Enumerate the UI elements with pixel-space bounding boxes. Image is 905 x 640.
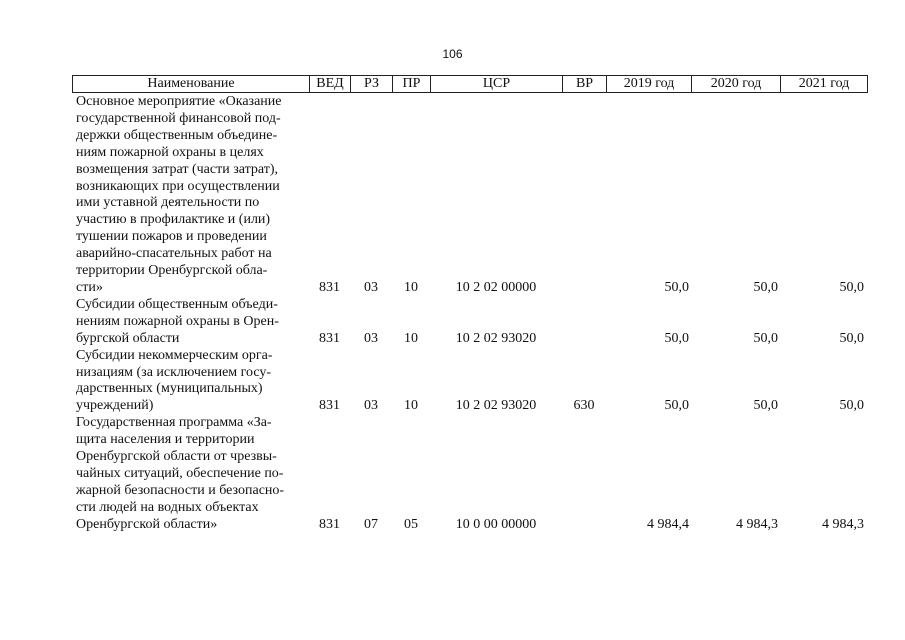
row-2019: 50,0 [664,279,689,295]
header-2021: 2021 год [798,76,850,91]
row-ved: 831 [319,330,340,346]
row-csr: 10 2 02 93020 [455,398,537,414]
table-row [72,94,868,297]
row-csr: 10 0 00 00000 [455,516,537,532]
table-header [72,75,868,93]
row-2020: 4 984,3 [736,516,778,532]
row-2020: 50,0 [753,398,778,414]
row-pr: 10 [404,330,418,346]
header-name: Наименование [73,76,310,92]
row-rz: 03 [364,330,378,346]
table-row [72,415,868,533]
row-name: Государственная программа «За- щита населения и территории Оренбургской области от чрезвы- чайных ситуаций, обеспечение по- жарной безопасности и безопасно- сти людей на водных объектах Оренбургской области» [76,415,285,532]
row-ved: 831 [319,398,340,414]
row-name: Субсидии общественным объеди- нениям пожарной охраны в Орен- бургской области [76,296,279,346]
row-rz: 03 [364,279,378,295]
row-pr: 10 [404,398,418,414]
row-name: Субсидии некоммерческим орга- низациям (за исключением госу- дарственных (муниципальных) учреждений) [76,347,273,414]
header-ved: ВЕД [310,76,351,92]
header-csr: ЦСР [431,76,563,92]
row-ved: 831 [319,279,340,295]
header-2020: 2020 год [692,76,781,92]
row-vr: 630 [573,398,595,414]
table-body [72,94,868,534]
row-2021: 50,0 [839,330,864,346]
row-2020: 50,0 [753,330,778,346]
row-rz: 03 [364,398,378,414]
header-rz: РЗ [351,76,393,92]
row-rz: 07 [364,516,378,532]
header-2019: 2019 год [607,76,692,92]
header-pr: ПР [393,76,431,92]
row-2021: 50,0 [839,279,864,295]
row-2021: 4 984,3 [822,516,864,532]
row-pr: 10 [404,279,418,295]
row-2019: 50,0 [664,330,689,346]
row-csr: 10 2 02 93020 [455,330,537,346]
header-vr: ВР [563,76,607,92]
page-number: 106 [442,47,463,61]
row-2021: 50,0 [839,398,864,414]
row-2019: 4 984,4 [647,516,689,532]
row-csr: 10 2 02 00000 [455,279,537,295]
table-row [72,297,868,348]
row-2019: 50,0 [664,398,689,414]
table-row [72,348,868,416]
row-pr: 05 [404,516,418,532]
row-name: Основное мероприятие «Оказание государственной финансовой под- держки общественным объедине- ниям пожарной охраны в целях возмещения затрат (части затрат), возникающих при осуществлении ими уставной деятельности по участию в профилактике и (или) тушении пожаров и проведении аварийно-спасательных работ на территории Оренбургской обла- сти» [76,94,282,295]
row-2020: 50,0 [753,279,778,295]
row-ved: 831 [319,516,340,532]
